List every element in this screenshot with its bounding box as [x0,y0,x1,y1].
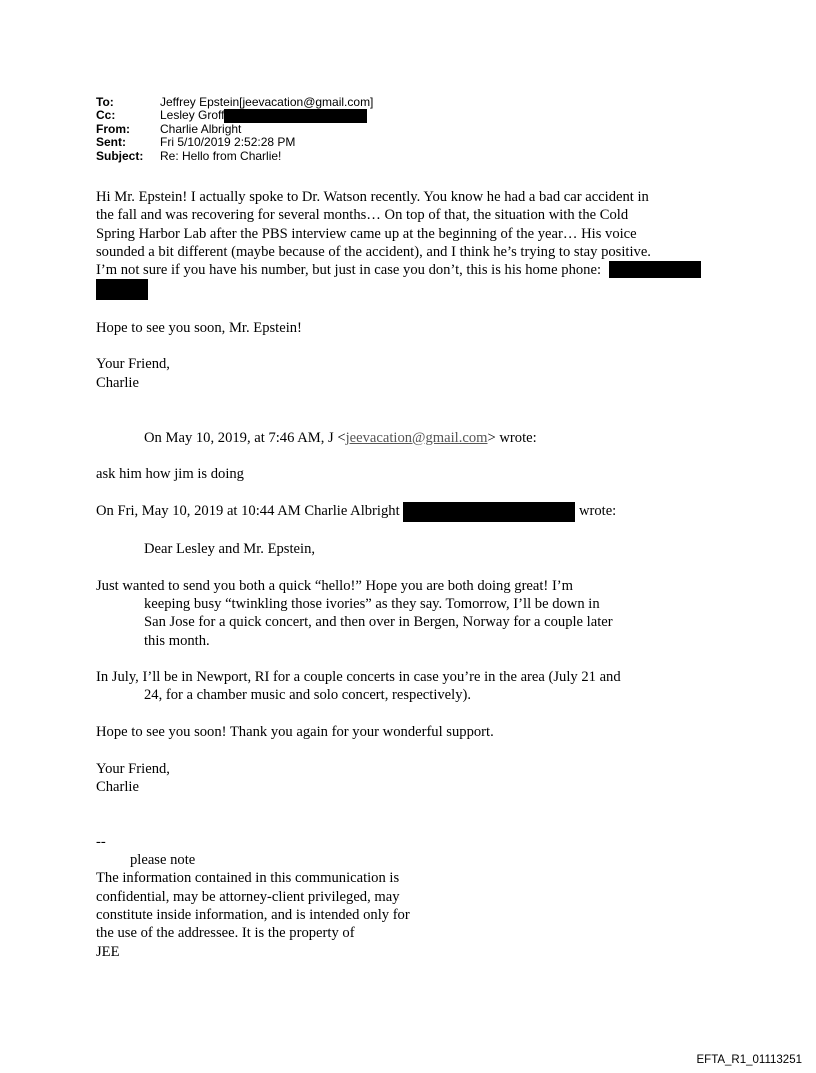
reply-signature-name: Charlie [96,374,139,391]
sent-value: Fri 5/10/2019 2:52:28 PM [160,135,296,150]
reply-phone-text: I’m not sure if you have his number, but just in case you don’t, this is his home phone: [96,262,602,279]
quote2-line: San Jose for a quick concert, and then over in Bergen, Norway for a couple later [144,614,613,631]
signature-note: please note [130,852,196,869]
cc-row [96,109,373,123]
to-value: Jeffrey Epstein[jeevacation@gmail.com] [160,95,374,109]
subject-label: Subject: [96,148,144,163]
cc-label: Cc: [96,108,116,123]
cc-redaction [224,109,367,123]
reply-line: Hi Mr. Epstein! I actually spoke to Dr. Watson recently. You know he had a bad car accident in [96,189,649,205]
quote2-header [96,502,756,522]
phone-redaction-cont [96,279,148,300]
signature-dashes: -- [96,833,106,850]
quote2-line: keeping busy “twinkling those ivories” as they say. Tomorrow, I’ll be down in [144,595,600,612]
reply-line: the fall and was recovering for several months… On top of that, the situation with the Cold [96,207,629,224]
quote1-message: ask him how jim is doing [96,466,244,483]
quote2-signature-name: Charlie [96,778,139,795]
reply-line [96,279,756,300]
reply-line: sounded a bit different (maybe because of the accident), and I think he’s trying to stay positive. [96,243,651,260]
quote2-header-prefix: On Fri, May 10, 2019 at 10:44 AM Charlie Albright [96,502,400,519]
subject-row [96,150,373,163]
quote2-line: In July, I’ll be in Newport, RI for a couple concerts in case you’re in the area (July 21 and [96,669,621,686]
sent-row [96,136,373,149]
to-label: To: [96,95,114,109]
quote1-suffix: > wrote: [487,429,537,446]
reply-line [96,261,756,279]
email-header [96,96,373,163]
quote2-greeting: Dear Lesley and Mr. Epstein, [144,541,316,558]
quote1-email-link[interactable]: jeevacation@gmail.com [345,429,488,446]
quote1-prefix: On May 10, 2019, at 7:46 AM, J < [144,429,346,446]
quote2-line: Just wanted to send you both a quick “hello!” Hope you are both doing great! I’m [96,577,574,594]
signature-line: JEE [96,943,120,960]
reply-line: Spring Harbor Lab after the PBS interview came up at the beginning of the year… His voice [96,225,637,242]
signature-line: confidential, may be attorney-client privileged, may [96,888,400,905]
signature-line: constitute inside information, and is intended only for [96,906,410,923]
reply-hope: Hope to see you soon, Mr. Epstein! [96,319,302,336]
quote2-header-suffix: wrote: [578,502,617,519]
quote1-header [96,429,756,447]
sent-label: Sent: [96,135,126,150]
quote2-signoff: Your Friend, [96,760,170,777]
email-body [96,188,756,961]
signature-line: The information contained in this communication is [96,870,400,887]
from-label: From: [96,122,130,137]
document-id: EFTA_R1_01113251 [696,1054,802,1066]
subject-value: Re: Hello from Charlie! [160,148,282,163]
quote2-line: 24, for a chamber music and solo concert, respectively). [144,687,472,704]
reply-signoff: Your Friend, [96,356,170,373]
quote2-thanks: Hope to see you soon! Thank you again for your wonderful support. [96,724,494,741]
phone-redaction [609,261,701,278]
signature-line: the use of the addressee. It is the property of [96,925,355,942]
cc-value: Lesley Groff [160,108,225,123]
to-row [96,96,373,109]
from-value: Charlie Albright [160,122,242,137]
quote2-line: this month. [144,632,210,649]
email-redaction [403,502,575,522]
